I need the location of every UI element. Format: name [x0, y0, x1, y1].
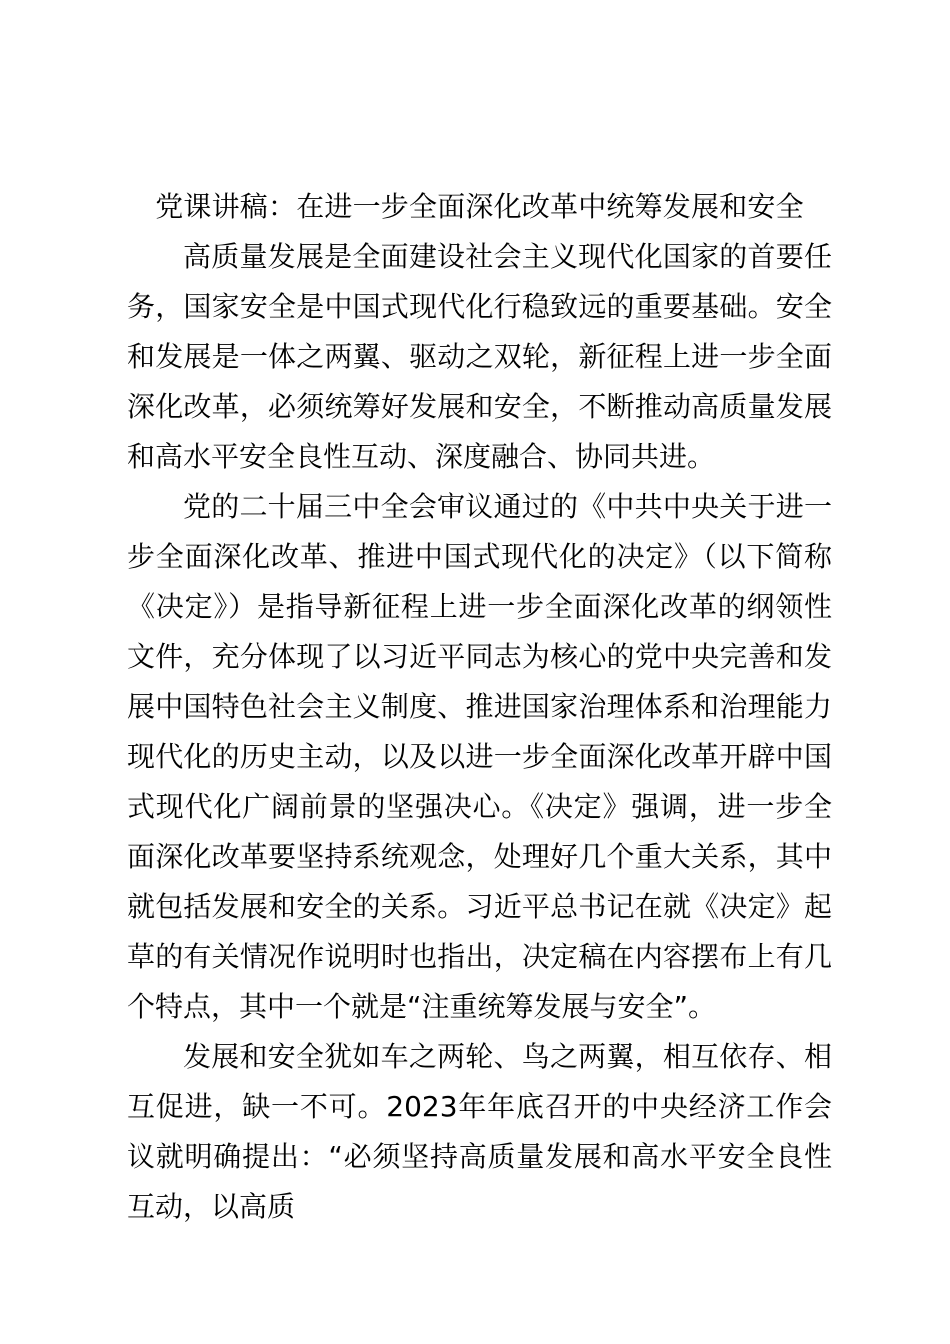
paragraph-3: 发展和安全犹如车之两轮、鸟之两翼，相互依存、相互促进，缺一不可。2023年年底召开的中央经济工作会议就明确提出：“必须坚持高质量发展和高水平安全良性互动，以高质: [127, 1040, 832, 1223]
document-body: [127, 182, 832, 1232]
paragraph-2: 党的二十届三中全会审议通过的《中共中央关于进一步全面深化改革、推进中国式现代化的决定》（以下简称《决定》）是指导新征程上进一步全面深化改革的纲领性文件，充分体现了以习近平同志为核心的党中央完善和发展中国特色社会主义制度、推进国家治理体系和治理能力现代化的历史主动，以及以进一步全面深化改革开辟中国式现代化广阔前景的坚强决心。《决定》强调，进一步全面深化改革要坚持系统观念，处理好几个重大关系，其中就包括发展和安全的关系。习近平总书记在就《决定》起草的有关情况作说明时也指出，决定稿在内容摆布上有几个特点，其中一个就是“注重统筹发展与安全”。: [127, 490, 832, 1023]
document-title: 党课讲稿：在进一步全面深化改革中统筹发展和安全: [155, 190, 804, 223]
paragraph-1: 高质量发展是全面建设社会主义现代化国家的首要任务，国家安全是中国式现代化行稳致远的重要基础。安全和发展是一体之两翼、驱动之双轮，新征程上进一步全面深化改革，必须统筹好发展和安全，不断推动高质量发展和高水平安全良性互动、深度融合、协同共进。: [127, 240, 832, 473]
